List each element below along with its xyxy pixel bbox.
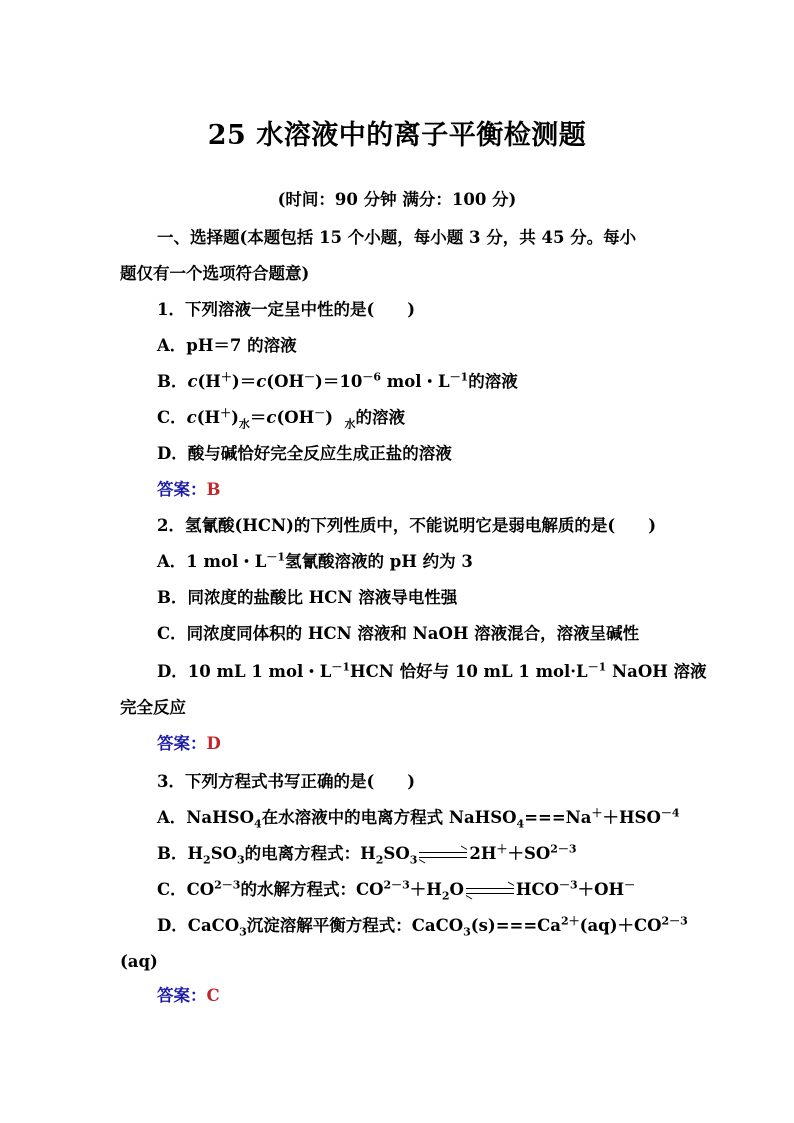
formula-part: 的溶液 — [355, 408, 406, 427]
q3-option-a — [157, 806, 679, 830]
formula-part: (aq)＋CO — [579, 916, 662, 935]
q3-stem: 3．下列方程式书写正确的是( ) — [157, 772, 416, 791]
q3-answer — [157, 984, 220, 1008]
q1-option-c — [157, 406, 405, 430]
charge: 2－3 — [383, 878, 410, 892]
q1-option-a: A．pH＝7 的溶液 — [157, 336, 297, 355]
q2-stem: 2．氢氰酸(HCN)的下列性质中，不能说明它是弱电解质的是( ) — [157, 516, 657, 535]
section-description: (本题包括 15 个小题，每小题 3 分，共 45 分。每小 — [239, 228, 637, 247]
subscript: 2 — [441, 889, 450, 903]
formula-part: ＋H — [409, 880, 442, 899]
charge: ＋ — [220, 406, 232, 420]
charge: － — [624, 878, 636, 892]
formula-part: (H — [196, 408, 221, 427]
formula-part: (OH — [276, 408, 315, 427]
formula-part: NaOH 溶液 — [606, 662, 707, 681]
q3-option-d-cont: (aq) — [120, 952, 158, 971]
answer-label: 答案： — [157, 480, 207, 499]
answer-value: C — [206, 986, 220, 1005]
equilibrium-arrow-icon — [419, 850, 467, 860]
formula-part: )＝ — [231, 372, 257, 391]
subscript: 2 — [375, 853, 384, 867]
section-heading: 一、选择题 — [157, 228, 240, 247]
formula-part: HCN 恰好与 10 mL 1 mol·L — [350, 662, 588, 681]
subscript: 水 — [344, 417, 356, 431]
charge: － — [314, 406, 326, 420]
formula-part: ＋HSO — [602, 808, 661, 827]
charge: 2－3 — [550, 842, 577, 856]
charge: －4 — [660, 806, 680, 820]
exponent: －1 — [331, 660, 351, 674]
section-heading-line — [157, 226, 636, 250]
q2-option-b: B．同浓度的盐酸比 HCN 溶液导电性强 — [157, 588, 458, 607]
q2-option-d — [157, 660, 707, 684]
formula-part: (OH — [266, 372, 305, 391]
conc-symbol: c — [186, 408, 197, 427]
exponent: －1 — [587, 660, 607, 674]
formula-part: ＝ — [249, 408, 267, 427]
answer-value: B — [206, 480, 221, 499]
formula-part: ) — [325, 408, 345, 427]
charge: － — [304, 370, 316, 384]
unit: mol・L — [380, 372, 450, 391]
subscript: 水 — [238, 417, 250, 431]
exponent: －6 — [362, 370, 381, 384]
q2-option-c: C．同浓度同体积的 HCN 溶液和 NaOH 溶液混合，溶液呈碱性 — [157, 624, 640, 643]
charge: 2－3 — [661, 914, 688, 928]
formula-part: D．10 mL 1 mol・L — [157, 662, 332, 681]
q2-option-a — [157, 550, 473, 574]
formula-part: ) — [231, 408, 239, 427]
formula-part: ＋SO — [507, 844, 551, 863]
charge: 2＋ — [561, 914, 580, 928]
exam-meta: (时间：90 分钟 满分：100 分) — [277, 190, 517, 209]
subscript: 3 — [239, 925, 247, 939]
q2-answer — [157, 732, 221, 756]
formula-part: B．H — [157, 844, 204, 863]
conc-symbol: c — [266, 408, 277, 427]
formula-part: HCO — [515, 880, 560, 899]
exponent: －1 — [449, 370, 469, 384]
q3-option-c — [157, 878, 635, 902]
page-title: 25 水溶液中的离子平衡检测题 — [207, 120, 587, 151]
charge: ＋ — [496, 842, 508, 856]
subscript: 3 — [409, 853, 418, 867]
charge: ＋ — [220, 370, 232, 384]
subscript: 4 — [253, 817, 262, 831]
subscript: 2 — [203, 853, 211, 867]
formula-part: 氢氰酸溶液的 pH 约为 3 — [285, 552, 473, 571]
subscript: 3 — [237, 853, 245, 867]
formula-part: ＋OH — [577, 880, 625, 899]
formula-part: 的电离方程式：H — [244, 844, 376, 863]
formula-part: 在水溶液中的电离方程式 NaHSO — [261, 808, 517, 827]
charge: 2－3 — [214, 878, 241, 892]
formula-part: D．CaCO — [157, 916, 240, 935]
answer-value: D — [206, 734, 221, 753]
formula-part: SO — [210, 844, 237, 863]
formula-part: (H — [197, 372, 221, 391]
answer-label: 答案： — [157, 986, 207, 1005]
exponent: －1 — [266, 550, 286, 564]
formula-part: ===Na — [524, 808, 592, 827]
option-letter: C． — [157, 408, 187, 427]
section-description-cont: 题仅有一个选项符合题意) — [120, 264, 310, 283]
q2-option-d-cont: 完全反应 — [120, 698, 186, 717]
q3-option-b — [157, 842, 577, 866]
formula-part: 的溶液 — [468, 372, 518, 391]
charge: －3 — [559, 878, 578, 892]
formula-part: A．1 mol・L — [157, 552, 267, 571]
conc-symbol: c — [256, 372, 267, 391]
formula-part: 2H — [469, 844, 497, 863]
q1-answer — [157, 478, 220, 502]
q1-option-d: D．酸与碱恰好完全反应生成正盐的溶液 — [157, 444, 452, 463]
equilibrium-arrow-icon — [466, 886, 514, 896]
subscript: 4 — [516, 817, 525, 831]
conc-symbol: c — [187, 372, 198, 391]
formula-part: C．CO — [157, 880, 215, 899]
option-letter: B． — [157, 372, 188, 391]
formula-part: SO — [383, 844, 410, 863]
charge: ＋ — [591, 806, 603, 820]
subscript: 3 — [463, 925, 471, 939]
q1-stem: 1．下列溶液一定呈中性的是( ) — [157, 300, 416, 319]
formula-part: A．NaHSO — [157, 808, 254, 827]
formula-part: )＝10 — [315, 372, 363, 391]
answer-label: 答案： — [157, 734, 207, 753]
q1-option-b — [157, 370, 518, 394]
q3-option-d — [157, 914, 688, 938]
formula-part: (s)===Ca — [470, 916, 561, 935]
formula-part: 沉淀溶解平衡方程式：CaCO — [246, 916, 464, 935]
formula-part: O — [449, 880, 464, 899]
formula-part: 的水解方程式：CO — [240, 880, 384, 899]
